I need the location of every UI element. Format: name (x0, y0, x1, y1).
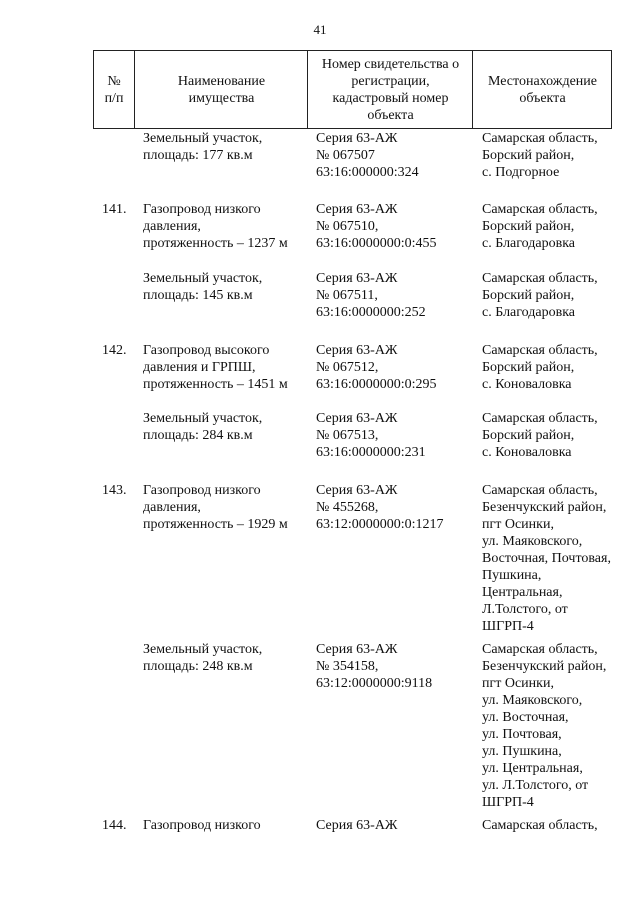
row-location: Самарская область, Борский район, с. Коноваловка (482, 343, 598, 392)
header-number: № п/п (104, 73, 124, 106)
row-property-name: Газопровод низкого (143, 818, 261, 833)
header-property-name: Наименование имущества (134, 51, 308, 128)
row-certificate: Серия 63-АЖ (316, 818, 398, 833)
row-location: Самарская область, Борский район, с. Подгорное (482, 131, 598, 180)
header-location: Местонахождение объекта (472, 51, 612, 128)
row-location: Самарская область, (482, 818, 598, 833)
row-location: Самарская область, Безенчукский район, пгт Осинки, ул. Маяковского, Восточная, Почтовая, Пушкина, Центральная, Л.Толстого, от ШГРП-4 (482, 483, 611, 634)
row-certificate: Серия 63-АЖ № 067511, 63:16:0000000:252 (316, 271, 426, 320)
row-certificate: Серия 63-АЖ № 354158, 63:12:0000000:9118 (316, 642, 433, 691)
row-certificate: Серия 63-АЖ № 067507 63:16:000000:324 (316, 131, 419, 180)
row-number: 143. (102, 483, 127, 498)
row-property-name: Земельный участок, площадь: 284 кв.м (143, 411, 263, 443)
row-location: Самарская область, Борский район, с. Благодаровка (482, 271, 598, 320)
row-location: Самарская область, Борский район, с. Коноваловка (482, 411, 598, 460)
row-certificate: Серия 63-АЖ № 067513, 63:16:0000000:231 (316, 411, 426, 460)
row-certificate: Серия 63-АЖ № 067512, 63:16:0000000:0:295 (316, 343, 437, 392)
row-property-name: Газопровод низкого давления, протяженность – 1929 м (143, 483, 288, 532)
row-certificate: Серия 63-АЖ № 455268, 63:12:0000000:0:1217 (316, 483, 444, 532)
page-number: 41 (313, 22, 327, 37)
row-property-name: Земельный участок, площадь: 177 кв.м (143, 131, 263, 163)
row-property-name: Земельный участок, площадь: 248 кв.м (143, 642, 263, 674)
header-certificate-number: Номер свидетельства о регистрации, кадастровый номер объекта (307, 51, 473, 128)
row-number: 144. (102, 818, 127, 833)
row-location: Самарская область, Борский район, с. Благодаровка (482, 202, 598, 251)
row-number: 142. (102, 343, 127, 358)
row-property-name: Газопровод высокого давления и ГРПШ, протяженность – 1451 м (143, 343, 288, 392)
row-property-name: Земельный участок, площадь: 145 кв.м (143, 271, 263, 303)
row-location: Самарская область, Безенчукский район, пгт Осинки, ул. Маяковского, ул. Восточная, ул. Почтовая, ул. Пушкина, ул. Центральная, ул. Л.Толстого, от ШГРП-4 (482, 642, 607, 810)
row-number: 141. (102, 202, 127, 217)
row-certificate: Серия 63-АЖ № 067510, 63:16:0000000:0:455 (316, 202, 437, 251)
table-header (93, 50, 612, 129)
row-property-name: Газопровод низкого давления, протяженность – 1237 м (143, 202, 288, 251)
